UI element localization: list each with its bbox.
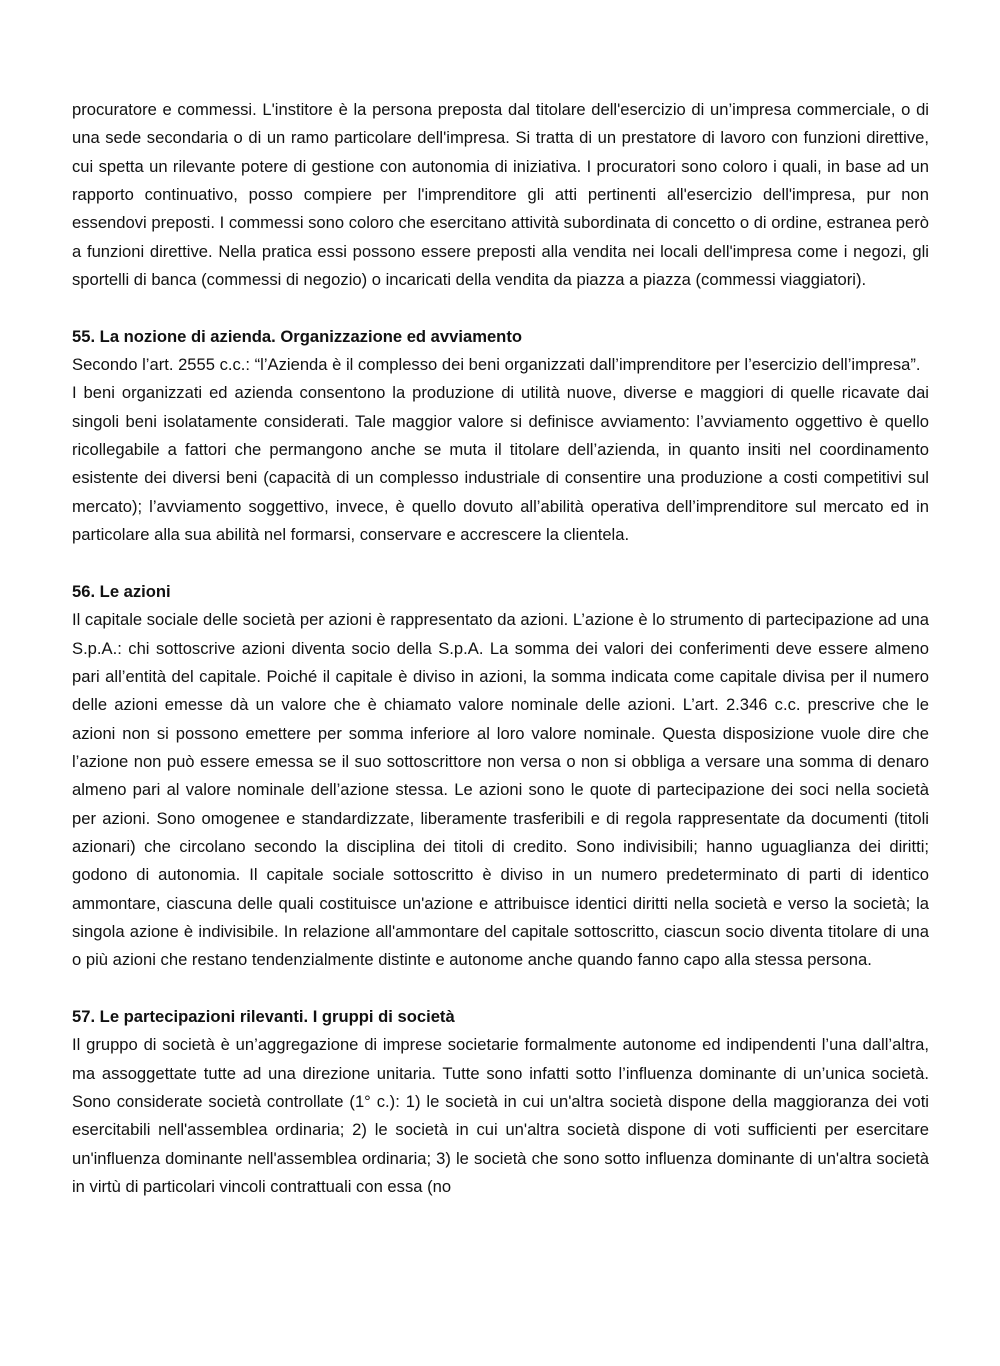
section-55-paragraph-2: I beni organizzati ed azienda consentono la produzione di utilità nuove, diverse e maggiori di quelle ricavate dai singoli beni isolatamente considerati. Tale maggior valore si definisce avviamento: l’avviamento oggettivo è quello ricollegabile a fattori che permangono anche se muta il titolare dell’azienda, in quanto insiti nel coordinamento esistente dei diversi beni (capacità di un complesso industriale di consentire una produzione a costi competitivi sul mercato); l’avviamento soggettivo, invece, è quello dovuto all’abilità operativa dell’imprenditore sul mercato ed in particolare alla sua abilità nel formarsi, conservare e accrescere la clientela. <box>72 383 929 545</box>
section-gap <box>72 975 929 1003</box>
document-page <box>72 96 929 1201</box>
section-gap <box>72 294 929 322</box>
section-56-paragraph: Il capitale sociale delle società per azioni è rappresentato da azioni. L’azione è lo strumento di partecipazione ad una S.p.A.: chi sottoscrive azioni diventa socio della S.p.A. La somma dei valori dei conferimenti deve essere almeno pari all’entità del capitale. Poiché il capitale è diviso in azioni, la somma indicata come capitale divisa per il numero delle azioni emesse dà un valore che è chiamato valore nominale delle azioni. L’art. 2.346 c.c. prescrive che le azioni non si possono emettere per somma inferiore al loro valore nominale. Questa disposizione vuole dire che l’azione non può essere emessa se il suo sottoscrittore non versa o non si obbliga a versare una somma di denaro almeno pari al valore nominale dell’azione stessa. Le azioni sono le quote di partecipazione dei soci nella società per azioni. Sono omogenee e standardizzate, liberamente trasferibili e di regola rappresentate da documenti (titoli azionari) che circolano secondo la disciplina dei titoli di credito. Sono indivisibili; hanno uguaglianza dei diritti; godono di autonomia. Il capitale sociale sottoscritto è diviso in un numero predeterminato di parti di identico ammontare, ciascuna delle quali costituisce un'azione e attribuisce identici diritti nella società e verso la società; la singola azione è indivisibile. In relazione all'ammontare del capitale sottoscritto, ciascun socio diventa titolare di una o più azioni che restano tendenzialmente distinte e autonome anche quando fanno capo alla stessa persona. <box>72 610 929 970</box>
intro-paragraph: procuratore e commessi. L'institore è la persona preposta dal titolare dell'esercizio di un’impresa commerciale, o di una sede secondaria o di un ramo particolare dell'impresa. Si tratta di un prestatore di lavoro con funzioni direttive, cui spetta un rilevante potere di gestione con autonomia di iniziativa. I procuratori sono coloro i quali, in base ad un rapporto continuativo, posso compiere per l'imprenditore gli atti pertinenti all'esercizio dell'impresa, pur non essendovi preposti. I commessi sono coloro che esercitano attività subordinata di concetto o di ordine, estranea però a funzioni direttive. Nella pratica essi possono essere preposti alla vendita nei locali dell'impresa come i negozi, gli sportelli di banca (commessi di negozio) o incaricati della vendita da piazza a piazza (commessi viaggiatori). <box>72 100 929 290</box>
section-56-heading: 56. Le azioni <box>72 581 171 601</box>
section-55-paragraph-1: Secondo l’art. 2555 c.c.: “l’Azienda è il complesso dei beni organizzati dall’imprenditore per l’esercizio dell’impresa”. <box>72 355 921 375</box>
section-55-heading: 55. La nozione di azienda. Organizzazione ed avviamento <box>72 326 522 346</box>
section-57-paragraph: Il gruppo di società è un’aggregazione di imprese societarie formalmente autonome ed indipendenti l’una dall’altra, ma assoggettate tutte ad una direzione unitaria. Tutte sono infatti sotto l’influenza dominante di un’unica società. Sono considerate società controllate (1° c.): 1) le società in cui un'altra società dispone della maggioranza dei voti esercitabili nell'assemblea ordinaria; 2) le società in cui un'altra società dispone di voti sufficienti per esercitare un'influenza dominante nell'assemblea ordinaria; 3) le società che sono sotto influenza dominante di un'altra società in virtù di particolari vincoli contrattuali con essa (no <box>72 1035 929 1197</box>
section-57-heading: 57. Le partecipazioni rilevanti. I gruppi di società <box>72 1007 455 1026</box>
section-gap <box>72 550 929 578</box>
